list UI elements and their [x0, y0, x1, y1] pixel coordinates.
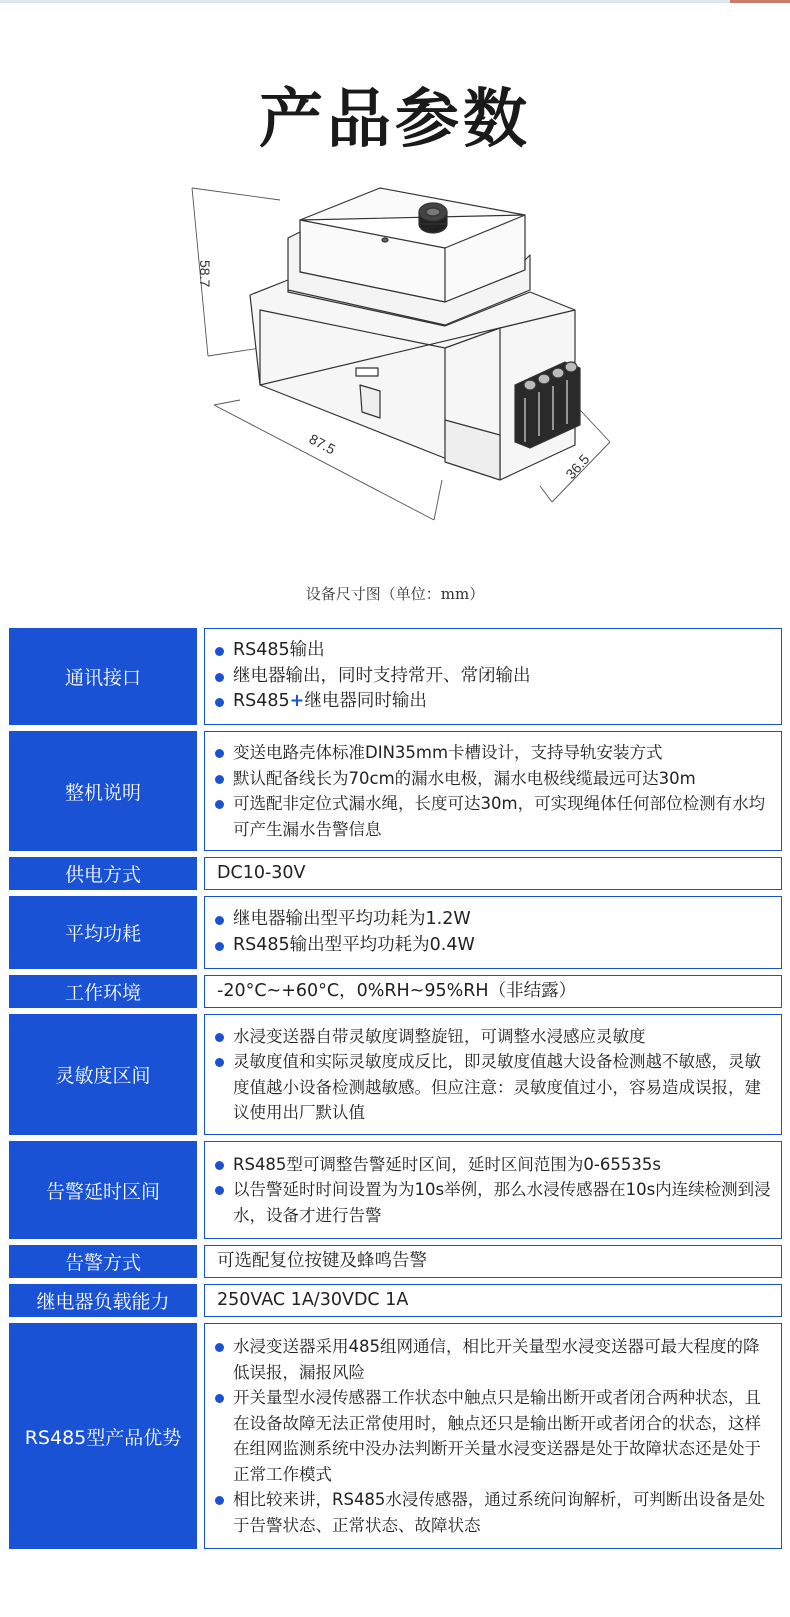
spec-label: 工作环境	[9, 975, 197, 1008]
spec-label: 供电方式	[9, 857, 197, 890]
spec-label: 平均功耗	[9, 896, 197, 969]
spec-label: 告警延时区间	[9, 1141, 197, 1239]
spec-value	[204, 628, 782, 725]
spec-bullet: 变送电路壳体标准DIN35mm卡槽设计，支持导轨安装方式	[215, 740, 771, 766]
spec-value	[204, 1284, 782, 1317]
dimension-width-label: 87.5	[306, 430, 339, 458]
spec-bullet: 水浸变送器采用485组网通信，相比开关量型水浸变送器可最大程度的降低误报，漏报风险	[215, 1334, 771, 1385]
spec-row-alarm-method	[9, 1245, 782, 1278]
dimension-depth-label: 36.5	[562, 451, 593, 483]
spec-row-power-consumption	[9, 896, 782, 969]
top-accent-bar	[730, 0, 790, 3]
spec-bullet: 水浸变送器自带灵敏度调整旋钮，可调整水浸感应灵敏度	[215, 1024, 771, 1050]
spec-value	[204, 975, 782, 1008]
spec-text: -20°C~+60°C，0%RH~95%RH（非结露）	[217, 980, 577, 1001]
spec-bullet: 默认配备线长为70cm的漏水电极，漏水电极线缆最远可达30m	[215, 766, 771, 792]
spec-row-alarm-delay	[9, 1141, 782, 1239]
plus-sign: +	[289, 691, 305, 712]
spec-text: DC10-30V	[217, 862, 306, 883]
spec-bullet: 灵敏度值和实际灵敏度成反比，即灵敏度值越大设备检测越不敏感，灵敏度值越小设备检测越敏感。但应注意：灵敏度值过小，容易造成误报，建议使用出厂默认值	[215, 1049, 771, 1126]
spec-label: 继电器负载能力	[9, 1284, 197, 1317]
device-dimension-drawing	[180, 180, 640, 540]
spec-row-power-supply	[9, 857, 782, 890]
spec-value	[204, 1014, 782, 1135]
page-title: 产品参数	[259, 83, 531, 157]
spec-bullet: RS485输出	[215, 638, 771, 664]
spec-value	[204, 896, 782, 969]
spec-label: 整机说明	[9, 731, 197, 851]
spec-row-overview	[9, 731, 782, 851]
spec-bullet: 开关量型水浸传感器工作状态中触点只是输出断开或者闭合两种状态，且在设备故障无法正常使用时，触点还只是输出断开或者闭合的状态，这样在组网监测系统中没办法判断开关量水浸变送器是处于故障状态还是处于正常工作模式	[215, 1385, 771, 1487]
spec-value	[204, 731, 782, 851]
top-border	[0, 0, 790, 3]
spec-value	[204, 1141, 782, 1239]
spec-label: RS485型产品优势	[9, 1323, 197, 1549]
spec-text: 可选配复位按键及蜂鸣告警	[217, 1250, 427, 1271]
spec-bullet: RS485输出型平均功耗为0.4W	[215, 933, 771, 959]
spec-text: 250VAC 1A/30VDC 1A	[217, 1289, 409, 1310]
spec-bullet: RS485型可调整告警延时区间，延时区间范围为0-65535s	[215, 1152, 771, 1178]
spec-value	[204, 1245, 782, 1278]
spec-bullet: 相比较来讲，RS485水浸传感器，通过系统问询解析，可判断出设备是处于告警状态、正常状态、故障状态	[215, 1487, 771, 1538]
spec-bullet: 可选配非定位式漏水绳，长度可达30m，可实现绳体任何部位检测有水均可产生漏水告警信息	[215, 791, 771, 842]
spec-bullet	[215, 689, 771, 715]
combo-right: 继电器同时输出	[304, 691, 427, 712]
spec-row-communication	[9, 628, 782, 725]
spec-bullet: 以告警延时时间设置为为10s举例，那么水浸传感器在10s内连续检测到浸水，设备才进行告警	[215, 1177, 771, 1228]
dimension-height-label: 58.7	[197, 260, 213, 288]
spec-row-environment	[9, 975, 782, 1008]
spec-label: 告警方式	[9, 1245, 197, 1278]
spec-value	[204, 1323, 782, 1549]
spec-row-rs485-advantages	[9, 1323, 782, 1549]
spec-row-sensitivity	[9, 1014, 782, 1135]
combo-left: RS485	[233, 691, 290, 712]
spec-row-relay-load	[9, 1284, 782, 1317]
spec-bullet: 继电器输出型平均功耗为1.2W	[215, 907, 771, 933]
spec-label: 灵敏度区间	[9, 1014, 197, 1135]
spec-label: 通讯接口	[9, 628, 197, 725]
spec-value	[204, 857, 782, 890]
figure-caption: 设备尺寸图（单位：mm）	[305, 585, 485, 603]
spec-bullet: 继电器输出，同时支持常开、常闭输出	[215, 664, 771, 690]
